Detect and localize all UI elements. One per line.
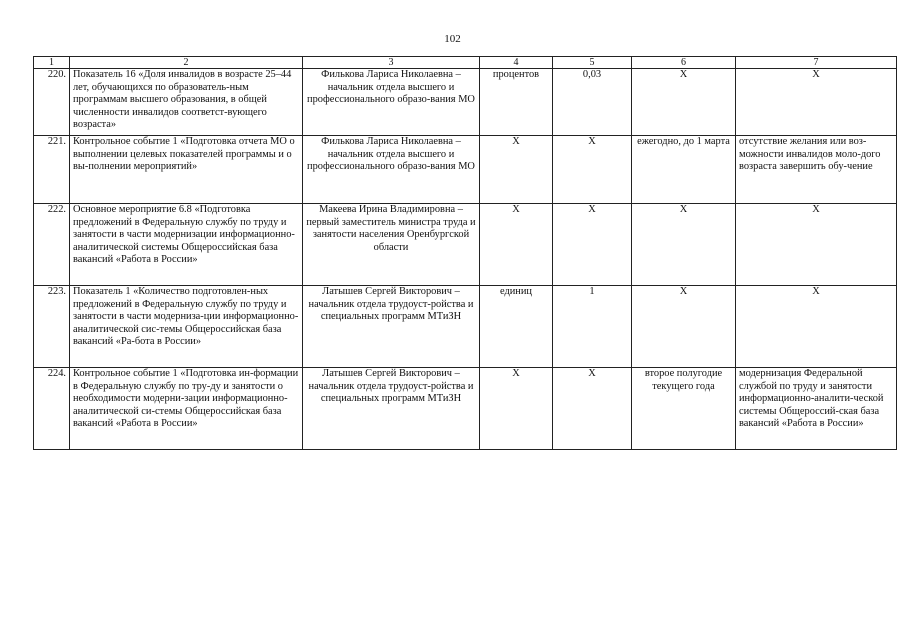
table-row [34, 69, 897, 136]
table-row [34, 368, 897, 450]
row-period: второе полугодие текущего года [632, 368, 736, 450]
row-period: Х [632, 204, 736, 286]
row-name: Показатель 1 «Количество подготовлен-ных предложений в Федеральную службу по труду и занятости в части модерниза-ции информационно-аналитической сис-темы Общероссийская база вакансий «Ра-бота в России» [70, 286, 303, 368]
row-note: модернизация Федеральной службой по труду и занятости информационно-аналити-ческой системы Общероссий-ская база вакансий «Работа в России» [736, 368, 897, 450]
row-note: Х [736, 286, 897, 368]
header-cell: 1 [34, 57, 70, 69]
row-unit: процентов [480, 69, 553, 136]
header-row [34, 57, 897, 69]
row-name: Контрольное событие 1 «Подготовка отчета МО о выполнении целевых показателей программы и о вы-полнении мероприятий» [70, 136, 303, 204]
header-cell: 7 [736, 57, 897, 69]
row-unit: единиц [480, 286, 553, 368]
row-value: 0,03 [553, 69, 632, 136]
table-row [34, 136, 897, 204]
row-number: 221. [34, 136, 70, 204]
row-period: Х [632, 69, 736, 136]
row-unit: Х [480, 204, 553, 286]
row-note: Х [736, 204, 897, 286]
row-responsible: Филькова Лариса Николаевна – начальник отдела высшего и профессионального образо-вания МО [303, 136, 480, 204]
row-name: Контрольное событие 1 «Подготовка ин-формации в Федеральную службу по тру-ду и занятости о необходимости модерни-зации информационно-аналитической си-стемы Общероссийская база вакансий «Работа в России» [70, 368, 303, 450]
header-cell: 5 [553, 57, 632, 69]
row-responsible: Макеева Ирина Владимировна – первый заместитель министра труда и занятости населения Оренбургской области [303, 204, 480, 286]
row-value: Х [553, 204, 632, 286]
header-cell: 2 [70, 57, 303, 69]
row-number: 220. [34, 69, 70, 136]
row-name: Показатель 16 «Доля инвалидов в возрасте 25–44 лет, обучающихся по образователь-ным программам высшего образования, в общей численности инвалидов соответст-вующего возраста» [70, 69, 303, 136]
row-period: ежегодно, до 1 марта [632, 136, 736, 204]
row-number: 223. [34, 286, 70, 368]
row-value: Х [553, 136, 632, 204]
row-unit: Х [480, 368, 553, 450]
row-value: 1 [553, 286, 632, 368]
program-table [33, 56, 897, 450]
row-period: Х [632, 286, 736, 368]
row-responsible: Латышев Сергей Викторович – начальник отдела трудоуст-ройства и специальных программ МТиЗН [303, 286, 480, 368]
table-row [34, 204, 897, 286]
row-responsible: Латышев Сергей Викторович – начальник отдела трудоуст-ройства и специальных программ МТиЗН [303, 368, 480, 450]
row-unit: Х [480, 136, 553, 204]
row-number: 224. [34, 368, 70, 450]
row-number: 222. [34, 204, 70, 286]
table-row [34, 286, 897, 368]
row-value: Х [553, 368, 632, 450]
row-name: Основное мероприятие 6.8 «Подготовка предложений в Федеральную службу по труду и занятости в части модернизации информационно-аналитической системы Общероссийская база вакансий «Работа в России» [70, 204, 303, 286]
header-cell: 6 [632, 57, 736, 69]
row-note: Х [736, 69, 897, 136]
header-cell: 4 [480, 57, 553, 69]
header-cell: 3 [303, 57, 480, 69]
row-responsible: Филькова Лариса Николаевна – начальник отдела высшего и профессионального образо-вания МО [303, 69, 480, 136]
page-number: 102 [444, 33, 461, 45]
row-note: отсутствие желания или воз-можности инвалидов моло-дого возраста завершить обу-чение [736, 136, 897, 204]
